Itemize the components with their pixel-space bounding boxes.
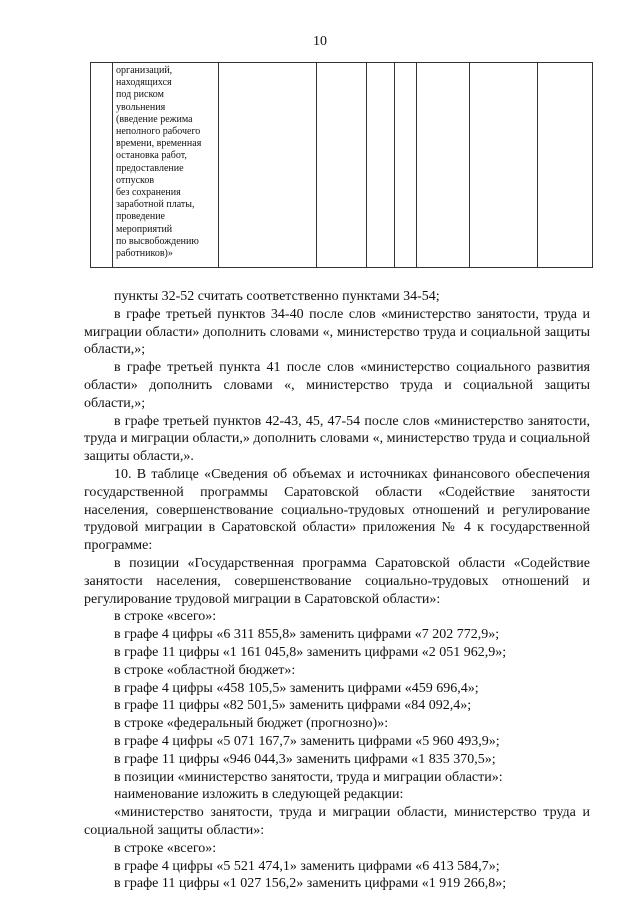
table-cell-empty: [367, 63, 395, 268]
cell-line: неполного рабочего: [116, 126, 201, 138]
paragraph: в графе 11 цифры «82 501,5» заменить цифрами «84 092,4»;: [114, 698, 472, 714]
cell-line: предоставление: [116, 162, 184, 174]
paragraph: 10. В таблице «Сведения об объемах и источниках финансового обеспечения государственной программы Саратовской области «Содействие занятости населения, совершенствование социально-трудовых отношений и регулирование трудовой миграции в Саратовской области» приложения № 4 к государственной программе:: [84, 466, 590, 554]
table-cell-empty: [317, 63, 367, 268]
cell-line: (введение режима: [116, 113, 193, 125]
table-row: [91, 63, 593, 268]
paragraph: в графе третьей пунктов 34-40 после слов «министерство занятости, труда и миграции области» дополнить словами «, министерство труда и социальной защиты области,»;: [84, 306, 590, 358]
cell-line: увольнения: [116, 101, 166, 113]
cell-line: заработной платы,: [116, 199, 195, 211]
paragraph: в позиции «министерство занятости, труда и миграции области»:: [114, 769, 503, 785]
cell-line: без сохранения: [116, 187, 181, 199]
cell-text: [113, 63, 218, 260]
cell-line: организаций,: [116, 65, 173, 76]
paragraph: в графе 11 цифры «1 161 045,8» заменить цифрами «2 051 962,9»;: [114, 644, 507, 660]
paragraph: в строке «федеральный бюджет (прогнозно)»:: [114, 716, 389, 732]
paragraph: в графе 4 цифры «6 311 855,8» заменить цифрами «7 202 772,9»;: [114, 627, 500, 643]
paragraph: в строке «всего»:: [114, 840, 217, 856]
cell-line: времени, временная: [116, 138, 202, 150]
cell-line: по высвобождению: [116, 235, 199, 247]
paragraph: пункты 32-52 считать соответственно пунктами 34-54;: [114, 289, 440, 304]
paragraph: в графе 4 цифры «5 071 167,7» заменить цифрами «5 960 493,9»;: [114, 733, 500, 749]
paragraph: в графе 4 цифры «5 521 474,1» заменить цифрами «6 413 584,7»;: [114, 858, 500, 874]
cell-line: проведение: [116, 211, 165, 223]
table-cell-empty: [219, 63, 317, 268]
paragraph: в позиции «Государственная программа Саратовской области «Содействие занятости населения, совершенствование социально-трудовых отношений и регулирование трудовой миграции в Саратовской области»:: [84, 555, 590, 607]
cell-line: остановка работ,: [116, 150, 187, 162]
paragraph: «министерство занятости, труда и миграции области, министерство труда и социальной защиты области»:: [84, 805, 590, 838]
table-cell-empty: [91, 63, 113, 268]
paragraph: в графе третьей пункта 41 после слов «министерство социального развития области» дополнить словами «, министерство труда и социальной защиты области,»;: [84, 360, 590, 411]
paragraph: в строке «областной бюджет»:: [114, 662, 296, 678]
paragraph: в графе 11 цифры «1 027 156,2» заменить цифрами «1 919 266,8»;: [114, 876, 507, 892]
table-cell-empty: [417, 63, 470, 268]
paragraph: в графе 11 цифры «946 044,3» заменить цифрами «1 835 370,5»;: [114, 751, 496, 767]
table-cell-empty: [470, 63, 538, 268]
table-cell-text: [113, 63, 219, 268]
table-cell-empty: [395, 63, 417, 268]
paragraph: в строке «всего»:: [114, 609, 217, 625]
cell-line: находящихся: [116, 77, 172, 89]
table-cell-empty: [538, 63, 593, 268]
paragraph: в графе третьей пунктов 42-43, 45, 47-54 после слов «министерство занятости, труда и миграции области,» дополнить словами «, министерство труда и социальной защиты области,».: [84, 413, 590, 465]
page-number: 10: [313, 34, 327, 49]
cell-line: отпусков: [116, 174, 155, 186]
cell-line: под риском: [116, 89, 164, 101]
paragraph: наименование изложить в следующей редакции:: [114, 787, 404, 803]
cell-line: мероприятий: [116, 223, 173, 235]
body-text: [84, 288, 590, 893]
table-fragment: [90, 62, 593, 268]
cell-line: работников)»: [116, 248, 173, 260]
paragraph: в графе 4 цифры «458 105,5» заменить цифрами «459 696,4»;: [114, 680, 479, 696]
